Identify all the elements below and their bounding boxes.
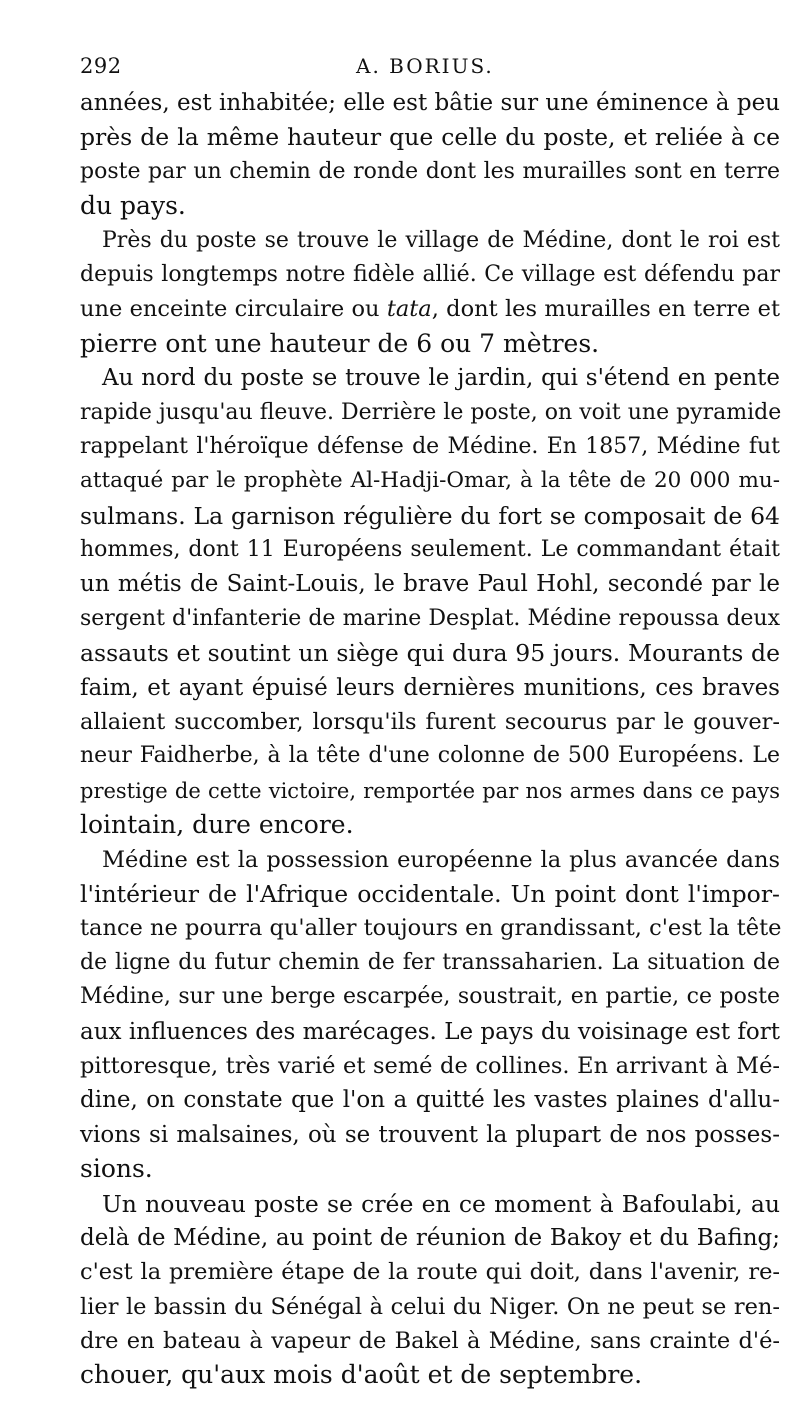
text-line [80, 980, 780, 1014]
text-line [80, 1152, 780, 1186]
text-segment: neur Faidherbe, à la tête d'une colonne de 500 Européens. Le [80, 743, 780, 769]
text-segment: c'est la première étape de la route qui doit, dans l'avenir, re- [80, 1259, 780, 1286]
text-segment: delà de Médine, au point de réunion de Bakoy et du Bafing; [80, 1224, 780, 1251]
text-line [80, 155, 780, 189]
text-segment: un métis de Saint-Louis, le brave Paul Hohl, secondé par le [80, 571, 780, 598]
text-line [80, 671, 780, 705]
text-segment: Un nouveau poste se crée en ce moment à Bafoulabi, au [102, 1189, 780, 1218]
text-segment: Médine, sur une berge escarpée, soustrait, en partie, ce poste [80, 984, 780, 1010]
text-segment: Médine est la possession européenne la plus avancée dans [102, 846, 780, 873]
text-line [80, 843, 780, 877]
text-line [80, 1083, 780, 1117]
text-segment: pittoresque, très varié et semé de collines. En arrivant à Mé- [80, 1052, 780, 1079]
text-segment: lier le bassin du Sénégal à celui du Niger. On ne peut se ren- [80, 1293, 780, 1320]
text-line [80, 189, 780, 223]
text-line [80, 602, 780, 636]
text-line [80, 739, 780, 773]
text-line [80, 946, 780, 980]
text-segment: allaient succomber, lorsqu'ils furent secourus par le gouver- [80, 709, 780, 736]
text-line [80, 292, 780, 326]
text-segment: dre en bateau à vapeur de Bakel à Médine, sans crainte d'é- [80, 1328, 780, 1355]
text-segment: , dont les murailles en terre et [431, 296, 780, 323]
text-segment: Près du poste se trouve le village de Médine, dont le roi est [102, 227, 780, 253]
text-line [80, 396, 780, 430]
text-line [80, 464, 780, 498]
text-segment: tance ne pourra qu'aller toujours en grandissant, c'est la tête [80, 915, 782, 942]
text-line [80, 361, 780, 395]
text-line [80, 1015, 780, 1049]
text-segment: assauts et soutint un siège qui dura 95 jours. Mourants de [80, 639, 780, 668]
text-segment: du pays. [80, 191, 186, 221]
text-line [80, 1290, 780, 1324]
text-segment: poste par un chemin de ronde dont les murailles sont en terre [80, 158, 780, 184]
text-segment: prestige de cette victoire, remportée par nos armes dans ce pays [80, 778, 780, 803]
text-line [80, 224, 780, 258]
text-line [80, 774, 780, 808]
italic-term: tata [386, 296, 432, 323]
text-line [80, 430, 780, 464]
text-segment: rappelant l'héroïque défense de Médine. En 1857, Médine fut [80, 433, 780, 459]
text-line [80, 1358, 780, 1392]
text-segment: de ligne du futur chemin de fer transsaharien. La situation de [80, 949, 780, 975]
text-segment: près de la même hauteur que celle du poste, et reliée à ce [80, 123, 780, 152]
text-line [80, 636, 780, 670]
body-text [80, 86, 780, 1393]
text-segment: une enceinte circulaire ou [80, 296, 387, 323]
text-line [80, 1118, 780, 1152]
text-segment: attaqué par le prophète Al-Hadji-Omar, à la tête de 20 000 mu- [80, 468, 780, 494]
text-line [80, 705, 780, 739]
text-line [80, 533, 780, 567]
page-number: 292 [80, 54, 122, 78]
text-segment: sergent d'infanterie de marine Desplat. Médine repoussa deux [80, 605, 780, 631]
text-line [80, 1221, 780, 1255]
text-segment: depuis longtemps notre fidèle allié. Ce village est défendu par [80, 261, 780, 287]
text-segment: faim, et ayant épuisé leurs dernières munitions, ces braves [80, 674, 780, 701]
text-segment: chouer, qu'aux mois d'août et de septembre. [80, 1360, 643, 1390]
text-line [80, 86, 780, 120]
text-line [80, 1324, 780, 1358]
text-line [80, 877, 780, 911]
text-line [80, 1187, 780, 1221]
text-segment: vions si malsaines, où se trouvent la plupart de nos posses- [80, 1121, 780, 1148]
text-segment: sulmans. La garnison régulière du fort se composait de 64 [80, 501, 780, 530]
text-segment: hommes, dont 11 Européens seulement. Le commandant était [80, 537, 780, 563]
text-segment: années, est inhabitée; elle est bâtie sur une éminence à peu [80, 90, 780, 116]
text-line [80, 499, 780, 533]
text-segment: dine, on constate que l'on a quitté les vastes plaines d'allu- [80, 1087, 780, 1114]
text-line [80, 327, 780, 361]
running-title: A. BORIUS. [356, 54, 494, 78]
text-line [80, 567, 780, 601]
text-segment: sions. [80, 1154, 153, 1184]
text-line [80, 1049, 780, 1083]
text-segment: aux influences des marécages. Le pays du voisinage est fort [80, 1018, 780, 1045]
text-line [80, 258, 780, 292]
text-segment: rapide jusqu'au fleuve. Derrière le poste, on voit une pyramide [80, 399, 782, 425]
text-line [80, 808, 780, 842]
text-segment: l'intérieur de l'Afrique occidentale. Un point dont l'impor- [80, 879, 780, 908]
text-line [80, 120, 780, 154]
text-segment: Au nord du poste se trouve le jardin, qui s'étend en pente [102, 365, 780, 392]
text-segment: pierre ont une hauteur de 6 ou 7 mètres. [80, 328, 600, 358]
text-segment: lointain, dure encore. [80, 810, 354, 840]
running-head [80, 54, 780, 84]
text-line [80, 911, 780, 945]
text-line [80, 1255, 780, 1289]
